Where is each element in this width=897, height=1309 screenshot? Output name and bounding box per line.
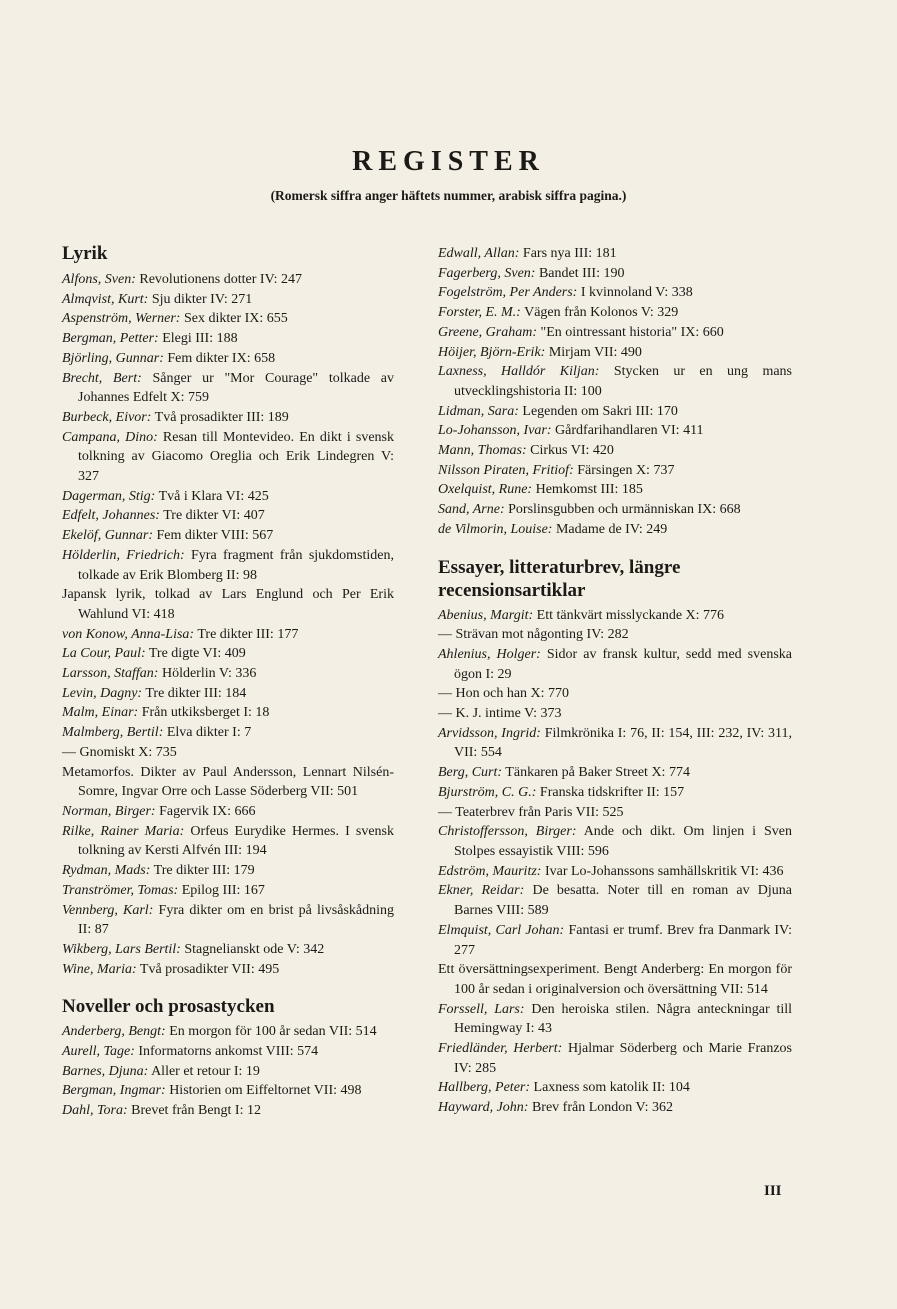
entry-author: Mann, Thomas: [438, 443, 527, 459]
entry-title: Orfeus Eurydike Hermes. I svensk tolkning av Kersti Alfvén III: 194 [78, 823, 394, 859]
entry-title: Historien om Eiffeltornet VII: 498 [169, 1083, 362, 1099]
index-entry [62, 703, 394, 723]
entry-title: Sånger ur "Mor Courage" tolkade av Johannes Edfelt X: 759 [78, 370, 394, 406]
entry-title: Fem dikter VIII: 567 [156, 528, 274, 544]
entry-title: Japansk lyrik, tolkad av Lars Englund och Per Erik Wahlund VI: 418 [62, 587, 394, 622]
index-entry [438, 783, 792, 803]
entry-author: Almqvist, Kurt: [62, 291, 149, 307]
entry-author: Forster, E. M.: [438, 305, 521, 321]
entry-title: Fyra dikter om en brist på livsåskådning II: 87 [78, 902, 394, 938]
entry-author: Laxness, Halldór Kiljan: [438, 364, 600, 380]
index-entry [438, 264, 792, 284]
index-entry [438, 1039, 792, 1078]
entry-title: Mirjam VII: 490 [548, 344, 642, 360]
entry-title: Tre dikter III: 179 [153, 863, 255, 879]
entry-author: Dahl, Tora: [62, 1103, 128, 1119]
entry-author: Edwall, Allan: [438, 246, 520, 261]
entry-title: Stycken ur en ung mans utvecklingshistoria II: 100 [454, 364, 792, 399]
entry-author: Forssell, Lars: [438, 1001, 525, 1017]
entry-title: Fantasi er trumf. Brev fra Danmark IV: 277 [454, 922, 793, 958]
index-entry [438, 421, 792, 441]
entry-title: Hemkomst III: 185 [535, 482, 643, 498]
entry-title: Elegi III: 188 [162, 331, 238, 347]
entry-author: Vennberg, Karl: [62, 902, 154, 918]
index-entry [438, 862, 792, 882]
entry-title: Ivar Lo-Johanssons samhällskritik VI: 436 [544, 863, 784, 879]
entry-title: — Teaterbrev från Paris VII: 525 [438, 804, 624, 820]
entry-author: Ekelöf, Gunnar: [62, 528, 153, 544]
entry-title: Från utkiksberget I: 18 [141, 705, 270, 721]
index-entry [438, 520, 792, 540]
index-entry [62, 487, 394, 507]
entry-author: Levin, Dagny: [62, 685, 143, 701]
entry-author: Hayward, John: [438, 1100, 529, 1116]
index-entry [438, 881, 792, 920]
entry-title: Bandet III: 190 [538, 265, 625, 281]
index-entry [62, 526, 394, 546]
index-entry [438, 1098, 792, 1118]
index-entry [62, 428, 394, 487]
entry-title: Legenden om Sakri III: 170 [522, 403, 678, 419]
entry-author: Arvidsson, Ingrid: [438, 725, 541, 741]
index-entry [438, 402, 792, 422]
index-entry [438, 645, 792, 684]
index-entry [438, 921, 792, 960]
entry-author: Aurell, Tage: [62, 1044, 135, 1060]
index-entry [438, 1000, 792, 1039]
entry-title: Cirkus VI: 420 [530, 443, 614, 459]
entry-title: Fyra fragment från sjukdomstiden, tolkade av Erik Blomberg II: 98 [78, 547, 394, 583]
index-entry [62, 802, 394, 822]
section-heading: Essayer, litteraturbrev, längre recensionsartiklar [438, 556, 681, 601]
entry-title: De besatta. Noter till en roman av Djuna Barnes VIII: 589 [454, 883, 792, 919]
entry-author: de Vilmorin, Louise: [438, 521, 553, 537]
entry-title: Resan till Montevideo. En dikt i svensk tolkning av Giacomo Oreglia och Erik Lindegren V: 327 [78, 429, 394, 485]
index-entry [62, 369, 394, 408]
entry-author: Berg, Curt: [438, 765, 503, 781]
entry-author: Burbeck, Eivor: [62, 409, 152, 425]
entry-title: Elva dikter I: 7 [166, 725, 252, 741]
entry-title: — K. J. intime V: 373 [438, 706, 562, 722]
entry-title: Ett tänkvärt misslyckande X: 776 [536, 607, 725, 623]
entry-author: Malm, Einar: [62, 705, 139, 721]
entry-author: Björling, Gunnar: [62, 350, 164, 366]
entry-author: Brecht, Bert: [62, 370, 142, 386]
index-entry [438, 822, 792, 861]
left-column [62, 240, 394, 1121]
index-entry [438, 343, 792, 363]
entry-title: En morgon för 100 år sedan VII: 514 [169, 1024, 377, 1040]
entry-author: Bergman, Petter: [62, 331, 159, 347]
entry-author: Campana, Dino: [62, 429, 158, 445]
entry-author: Hölderlin, Friedrich: [62, 547, 185, 563]
entry-title: Två prosadikter III: 189 [154, 409, 289, 425]
page-subtitle: (Romersk siffra anger häftets nummer, arabisk siffra pagina.) [270, 188, 627, 203]
entry-title: Informatorns ankomst VIII: 574 [138, 1044, 319, 1060]
entry-title: Laxness som katolik II: 104 [533, 1080, 690, 1096]
entry-author: Christoffersson, Birger: [438, 824, 577, 840]
index-entry [62, 309, 394, 329]
entry-title: Den heroiska stilen. Några anteckningar till Hemingway I: 43 [454, 1001, 793, 1037]
entry-author: Edfelt, Johannes: [62, 508, 160, 524]
entry-title: Metamorfos. Dikter av Paul Andersson, Lennart Nilsén-Somre, Ingvar Orre och Lasse Söderberg VII: 501 [62, 764, 394, 800]
index-entry [62, 664, 394, 684]
entry-title: Epilog III: 167 [181, 882, 265, 898]
entry-author: Friedländer, Herbert: [438, 1041, 563, 1057]
entry-title: Fagervik IX: 666 [159, 803, 256, 819]
entry-author: La Cour, Paul: [62, 646, 146, 662]
entry-author: Malmberg, Bertil: [62, 725, 164, 741]
index-entry [438, 441, 792, 461]
index-entry [62, 901, 394, 940]
entry-title: Tre digte VI: 409 [148, 646, 246, 662]
entry-title: Ande och dikt. Om linjen i Sven Stolpes essayistik VIII: 596 [454, 824, 792, 859]
entry-author: Alfons, Sven: [62, 272, 136, 287]
entry-title: Franska tidskrifter II: 157 [539, 784, 685, 800]
entry-title: Revolutionens dotter IV: 247 [139, 272, 303, 287]
page-title: REGISTER [352, 146, 545, 177]
entry-author: Dagerman, Stig: [62, 488, 156, 504]
entry-author: Abenius, Margit: [438, 607, 534, 623]
entry-title: Madame de IV: 249 [555, 521, 668, 537]
index-entry [438, 803, 792, 823]
index-entry [62, 408, 394, 428]
index-entry [438, 480, 792, 500]
entry-author: Lidman, Sara: [438, 403, 519, 419]
index-entry [438, 283, 792, 303]
index-entry [62, 290, 394, 310]
index-entry [62, 684, 394, 704]
entry-author: Anderberg, Bengt: [62, 1024, 166, 1040]
entry-title: Tre dikter III: 177 [197, 626, 299, 642]
entry-title: — Hon och han X: 770 [438, 686, 570, 702]
index-entry [62, 349, 394, 369]
section-heading: Noveller och prosastycken [62, 996, 275, 1018]
entry-title: Hjalmar Söderberg och Marie Franzos IV: 285 [454, 1041, 793, 1076]
entry-title: Brevet från Bengt I: 12 [131, 1103, 261, 1119]
entry-author: Ahlenius, Holger: [438, 646, 541, 662]
index-entry [438, 724, 792, 763]
entry-author: Höijer, Björn-Erik: [438, 344, 546, 360]
index-entry [438, 704, 792, 724]
entry-title: Hölderlin V: 336 [161, 666, 257, 682]
index-entry [438, 362, 792, 401]
entry-title: "En ointressant historia" IX: 660 [540, 324, 724, 340]
entry-title: — Gnomiskt X: 735 [62, 744, 177, 760]
index-entry [438, 763, 792, 783]
entry-author: Wine, Maria: [62, 961, 137, 977]
index-entry [62, 822, 394, 861]
index-entry [62, 1081, 394, 1101]
index-entry [62, 546, 394, 585]
index-entry [62, 763, 394, 802]
entry-author: Aspenström, Werner: [62, 311, 181, 327]
index-entry [438, 303, 792, 323]
entry-author: Bergman, Ingmar: [62, 1083, 166, 1099]
entry-author: Elmquist, Carl Johan: [438, 922, 565, 938]
entry-title: Gårdfarihandlaren VI: 411 [555, 423, 704, 439]
entry-title: Två i Klara VI: 425 [158, 488, 269, 504]
index-entry [62, 1062, 394, 1082]
entry-title: Aller et retour I: 19 [151, 1063, 260, 1079]
entry-author: Hallberg, Peter: [438, 1080, 531, 1096]
section-heading: Lyrik [62, 243, 108, 264]
entry-title: Färsingen X: 737 [577, 462, 675, 478]
entry-author: Fagerberg, Sven: [438, 265, 536, 281]
entry-title: Tänkaren på Baker Street X: 774 [505, 765, 690, 781]
index-entry [62, 861, 394, 881]
entry-author: Lo-Johansson, Ivar: [438, 423, 552, 439]
entry-author: Ekner, Reidar: [438, 883, 525, 899]
entry-author: Wikberg, Lars Bertil: [62, 941, 181, 957]
entry-author: Sand, Arne: [438, 502, 505, 518]
index-entry [62, 270, 394, 290]
index-entry [62, 1022, 394, 1042]
index-entry [438, 244, 792, 264]
index-entry [438, 625, 792, 645]
entry-title: Tre dikter VI: 407 [163, 508, 265, 524]
index-entry [62, 585, 394, 624]
entry-author: Tranströmer, Tomas: [62, 882, 179, 898]
right-column [438, 244, 792, 1118]
index-entry [438, 323, 792, 343]
entry-title: Två prosadikter VII: 495 [139, 961, 280, 977]
entry-author: Edström, Mauritz: [438, 863, 542, 879]
entry-author: Rilke, Rainer Maria: [62, 823, 185, 839]
index-entry [62, 960, 394, 980]
index-entry [62, 881, 394, 901]
index-entry [438, 1078, 792, 1098]
index-entry [62, 940, 394, 960]
entry-title: Ett översättningsexperiment. Bengt Anderberg: En morgon för 100 år sedan i originalversion och översättning VII: 514 [438, 962, 792, 997]
index-entry [62, 329, 394, 349]
index-entry [438, 960, 792, 999]
index-entry [62, 1101, 394, 1121]
entry-title: — Strävan mot någonting IV: 282 [438, 627, 629, 643]
entry-author: Barnes, Djuna: [62, 1063, 149, 1079]
entry-title: Sju dikter IV: 271 [151, 291, 253, 307]
entry-author: Norman, Birger: [62, 803, 156, 819]
index-entry [62, 644, 394, 664]
entry-author: Greene, Graham: [438, 324, 538, 340]
entry-author: Fogelström, Per Anders: [438, 285, 578, 301]
entry-title: Fars nya III: 181 [522, 246, 617, 261]
entry-author: von Konow, Anna-Lisa: [62, 626, 195, 642]
entry-title: Porslinsgubben och urmänniskan IX: 668 [508, 502, 741, 518]
index-entry [62, 723, 394, 743]
entry-title: Filmkrönika I: 76, II: 154, III: 232, IV: 311, VII: 554 [454, 725, 793, 761]
index-entry [62, 625, 394, 645]
entry-title: I kvinnoland V: 338 [580, 285, 693, 301]
index-entry [438, 684, 792, 704]
entry-title: Sex dikter IX: 655 [183, 311, 288, 327]
entry-title: Sidor av fransk kultur, sedd med svenska ögon I: 29 [454, 646, 793, 682]
entry-title: Brev från London V: 362 [531, 1100, 673, 1116]
entry-author: Rydman, Mads: [62, 863, 151, 879]
entry-title: Vägen från Kolonos V: 329 [524, 305, 679, 321]
entry-title: Fem dikter IX: 658 [167, 350, 276, 366]
entry-author: Bjurström, C. G.: [438, 784, 537, 800]
index-entry [438, 606, 792, 626]
index-entry [62, 506, 394, 526]
entry-title: Stagnelianskt ode V: 342 [184, 941, 325, 957]
index-entry [62, 1042, 394, 1062]
index-entry [438, 461, 792, 481]
entry-title: Tre dikter III: 184 [145, 685, 247, 701]
index-entry [438, 500, 792, 520]
entry-author: Nilsson Piraten, Fritiof: [438, 462, 574, 478]
entry-author: Oxelquist, Rune: [438, 482, 533, 498]
page-number: III [764, 1183, 782, 1199]
entry-author: Larsson, Staffan: [62, 666, 159, 682]
index-entry [62, 743, 394, 763]
